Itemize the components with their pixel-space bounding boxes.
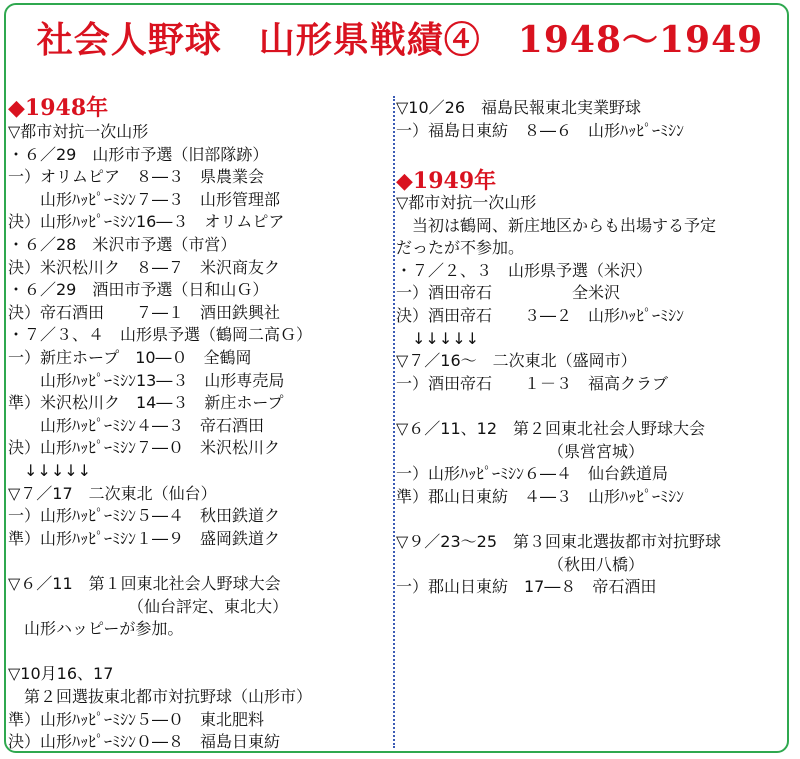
record-1949-line: ▽９／23〜25 第３回東北選抜都市対抗野球 (396, 532, 722, 551)
record-1948-line: 一）山形ﾊｯﾋﾟｰﾐｼﾝ５―４ 秋田鉄道ク (8, 506, 281, 526)
year-heading-1949: ◆1949年 (396, 168, 497, 194)
record-1948-line: 山形ﾊｯﾋﾟｰﾐｼﾝ４―３ 帝石酒田 (8, 415, 265, 435)
record-1948-line: ・７／３、４ 山形県予選（鶴岡二高Ｇ） (8, 325, 313, 345)
record-1948-line: ▽都市対抗一次山形 (8, 122, 149, 141)
record-1949-line: 決）酒田帝石 ３―２ 山形ﾊｯﾋﾟｰﾐｼﾝ (396, 306, 685, 325)
record-1949-line: 一）酒田帝石 全米沢 (396, 283, 621, 303)
record-1949-line: 一）酒田帝石 １－３ 福高クラブ (396, 373, 669, 393)
record-1948-line: 山形ﾊｯﾋﾟｰﾐｼﾝ７―３ 山形管理部 (8, 189, 281, 209)
record-1948-line: 準）山形ﾊｯﾋﾟｰﾐｼﾝ１―９ 盛岡鉄道ク (8, 528, 281, 548)
record-1948-cont-line: ▽10／26 福島民報東北実業野球 (396, 98, 642, 117)
record-1949-line: 一）山形ﾊｯﾋﾟｰﾐｼﾝ６―４ 仙台鉄道局 (396, 464, 669, 484)
record-1948-line: 第２回選抜東北都市対抗野球（山形市） (8, 687, 313, 706)
record-1949-line: 一）郡山日東紡 17―８ 帝石酒田 (396, 577, 657, 597)
record-1948-line: ・６／28 米沢市予選（市営） (8, 235, 237, 254)
record-1948-line: 山形ﾊｯﾋﾟｰﾐｼﾝ13―３ 山形専売局 (8, 370, 285, 390)
column-divider (393, 96, 395, 748)
record-1949-line: だったが不参加。 (396, 238, 525, 258)
year-heading-1948: ◆1948年 (8, 95, 109, 121)
record-1948-line: ▽10月16、17 (8, 664, 114, 684)
record-1949-line: ▽６／11、12 第２回東北社会人野球大会 (396, 419, 706, 438)
record-1948-line: 決）帝石酒田 ７―１ 酒田鉄興社 (8, 302, 281, 322)
page-title: 社会人野球 山形県戦績④ 1948〜1949 (36, 19, 764, 61)
record-1949-line: 当初は鶴岡、新庄地区からも出場する予定 (396, 215, 717, 235)
record-1948-cont-line: 一）福島日東紡 ８―６ 山形ﾊｯﾋﾟｰﾐｼﾝ (396, 120, 685, 140)
record-1948-line: 決）山形ﾊｯﾋﾟｰﾐｼﾝ０―８ 福島日東紡 (8, 732, 281, 752)
record-1949-line: ↓↓↓↓↓ (396, 328, 480, 348)
record-1949-line: ▽７／16〜 二次東北（盛岡市） (396, 351, 637, 371)
record-1948-line: 山形ハッピーが参加。 (8, 619, 184, 639)
record-1949-line: ・７／２、３ 山形県予選（米沢） (396, 260, 653, 280)
record-1949-line: （県営宮城） (396, 441, 645, 461)
record-1949-line: （秋田八橋） (396, 554, 645, 574)
record-1948-line: 決）米沢松川ク ８―７ 米沢商友ク (8, 257, 281, 277)
record-1948-line: 一）オリムピア ８―３ 県農業会 (8, 167, 265, 187)
record-1948-line: 準）山形ﾊｯﾋﾟｰﾐｼﾝ５―０ 東北肥料 (8, 709, 265, 729)
record-1948-line: ↓↓↓↓↓ (8, 461, 92, 480)
record-1948-line: 決）山形ﾊｯﾋﾟｰﾐｼﾝ16―３ オリムピア (8, 212, 285, 232)
record-1949-line: 準）郡山日東紡 ４―３ 山形ﾊｯﾋﾟｰﾐｼﾝ (396, 486, 685, 506)
record-1948-line: （仙台評定、東北大） (8, 596, 289, 616)
record-1948-line: ・６／29 山形市予選（旧部隊跡） (8, 144, 269, 164)
record-1949-line: ▽都市対抗一次山形 (396, 193, 537, 212)
record-1948-line: 一）新庄ホープ 10―０ 全鶴岡 (8, 348, 252, 367)
record-1948-line: ▽６／11 第１回東北社会人野球大会 (8, 574, 281, 593)
record-1948-line: ・６／29 酒田市予選（日和山Ｇ） (8, 280, 269, 300)
record-1948-line: 決）山形ﾊｯﾋﾟｰﾐｼﾝ７―０ 米沢松川ク (8, 438, 281, 458)
record-1948-line: ▽７／17 二次東北（仙台） (8, 483, 217, 503)
record-1948-line: 準）米沢松川ク 14―３ 新庄ホープ (8, 393, 284, 413)
